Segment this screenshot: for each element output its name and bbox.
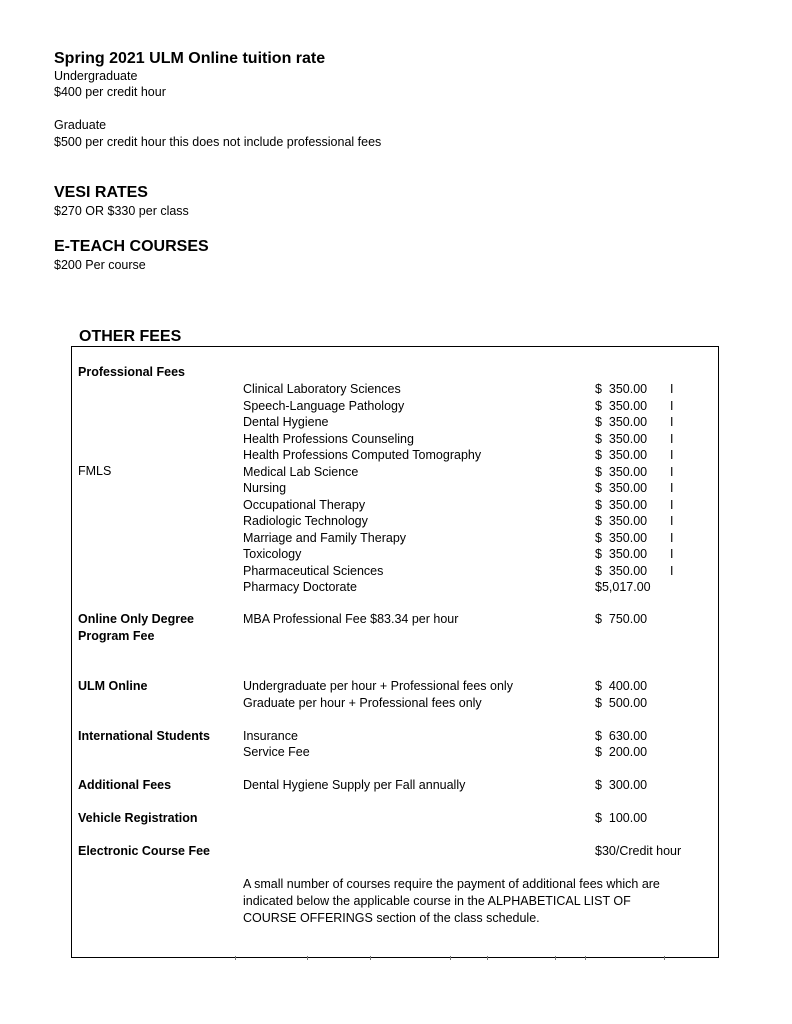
professional-fees-label: Professional Fees [78, 365, 185, 379]
divider-tick [555, 956, 556, 960]
professional-fee-mark: I [670, 432, 674, 446]
vehicle-registration-amount: $ 100.00 [595, 811, 648, 825]
professional-fee-name: Dental Hygiene [243, 415, 329, 429]
international-label: International Students [78, 729, 210, 743]
professional-fee-name: Radiologic Technology [243, 514, 368, 528]
professional-fee-amount: $ 350.00 [595, 514, 648, 528]
divider-tick [235, 956, 236, 960]
professional-fee-name: Marriage and Family Therapy [243, 531, 407, 545]
divider-tick [487, 956, 488, 960]
professional-fee-name: Health Professions Counseling [243, 432, 414, 446]
professional-fee-name: Occupational Therapy [243, 498, 366, 512]
professional-fee-name: Health Professions Computed Tomography [243, 448, 482, 462]
professional-fee-mark: I [670, 481, 674, 495]
eteach-title: E-TEACH COURSES [54, 238, 209, 255]
professional-fee-amount: $ 350.00 [595, 432, 648, 446]
divider-tick [370, 956, 371, 960]
ulm-online-label: ULM Online [78, 679, 148, 693]
professional-fee-name: Pharmaceutical Sciences [243, 564, 384, 578]
grad-rate: $500 per credit hour this does not include professional fees [54, 135, 382, 149]
international-amount: $ 630.00 [595, 729, 648, 743]
online-only-label: Online Only Degree Program Fee [78, 612, 195, 643]
eteach-rate: $200 Per course [54, 258, 146, 272]
professional-fee-amount: $ 350.00 [595, 547, 648, 561]
divider-tick [585, 956, 586, 960]
professional-fee-mark: I [670, 382, 674, 396]
professional-fee-amount: $ 350.00 [595, 498, 648, 512]
professional-fee-name: Nursing [243, 481, 287, 495]
vesi-rate: $270 OR $330 per class [54, 204, 189, 218]
professional-fee-amount: $ 350.00 [595, 448, 648, 462]
undergrad-label: Undergraduate [54, 69, 138, 83]
ulm-online-amount: $ 500.00 [595, 696, 648, 710]
international-amount: $ 200.00 [595, 745, 648, 759]
international-item: Insurance [243, 729, 298, 743]
professional-fee-amount: $5,017.00 [595, 580, 651, 594]
professional-fee-mark: I [670, 514, 674, 528]
professional-fee-name: Medical Lab Science [243, 465, 359, 479]
ulm-online-item: Undergraduate per hour + Professional fees only [243, 679, 513, 693]
vesi-title: VESI RATES [54, 184, 148, 201]
professional-fee-amount: $ 350.00 [595, 531, 648, 545]
professional-fee-amount: $ 350.00 [595, 481, 648, 495]
electronic-course-fee-amount: $30/Credit hour [595, 844, 682, 858]
fmls-label: FMLS [78, 464, 112, 478]
tuition-title: Spring 2021 ULM Online tuition rate [54, 50, 326, 67]
professional-fee-name: Speech-Language Pathology [243, 399, 405, 413]
professional-fee-amount: $ 350.00 [595, 415, 648, 429]
divider-tick [450, 956, 451, 960]
additional-fees-note: A small number of courses require the payment of additional fees which are indicated below the applicable course in the ALPHABETICAL LIST OF COURSE OFFERINGS section of the class schedule. [243, 877, 660, 925]
divider-tick [664, 956, 665, 960]
online-only-amount: $ 750.00 [595, 612, 648, 626]
international-item: Service Fee [243, 745, 310, 759]
other-fees-title: OTHER FEES [79, 328, 182, 345]
professional-fee-mark: I [670, 498, 674, 512]
professional-fee-mark: I [670, 448, 674, 462]
professional-fee-mark: I [670, 547, 674, 561]
professional-fee-name: Pharmacy Doctorate [243, 580, 357, 594]
grad-label: Graduate [54, 118, 107, 132]
additional-fees-amount: $ 300.00 [595, 778, 648, 792]
ulm-online-amount: $ 400.00 [595, 679, 648, 693]
divider-tick [307, 956, 308, 960]
online-only-item: MBA Professional Fee $83.34 per hour [243, 612, 459, 626]
ulm-online-item: Graduate per hour + Professional fees only [243, 696, 482, 710]
additional-fees-label: Additional Fees [78, 778, 172, 792]
professional-fee-name: Toxicology [243, 547, 302, 561]
professional-fee-amount: $ 350.00 [595, 399, 648, 413]
electronic-course-fee-label: Electronic Course Fee [78, 844, 210, 858]
professional-fee-mark: I [670, 465, 674, 479]
undergrad-rate: $400 per credit hour [54, 85, 166, 99]
professional-fee-amount: $ 350.00 [595, 382, 648, 396]
vehicle-registration-label: Vehicle Registration [78, 811, 198, 825]
professional-fee-amount: $ 350.00 [595, 465, 648, 479]
professional-fee-mark: I [670, 415, 674, 429]
professional-fee-mark: I [670, 531, 674, 545]
professional-fee-amount: $ 350.00 [595, 564, 648, 578]
professional-fee-mark: I [670, 399, 674, 413]
professional-fee-name: Clinical Laboratory Sciences [243, 382, 401, 396]
additional-fees-item: Dental Hygiene Supply per Fall annually [243, 778, 466, 792]
professional-fee-mark: I [670, 564, 674, 578]
